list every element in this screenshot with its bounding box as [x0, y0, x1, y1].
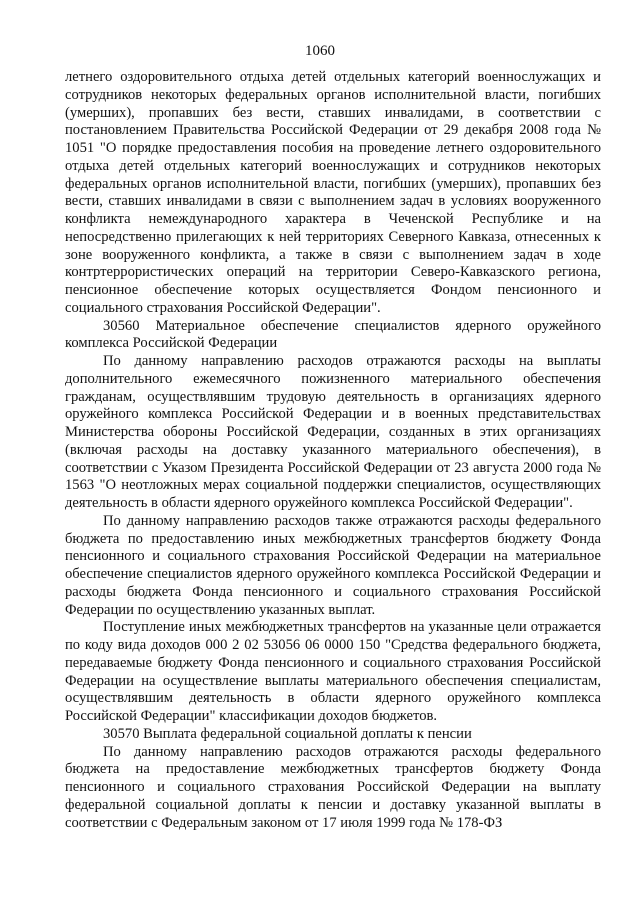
paragraph-30560-income-code: Поступление иных межбюджетных трансфертов на указанные цели отражается по коду вида доходов 000 2 02 53056 06 0000 150 "Средства федерального бюджета, передаваемые бюджету Фонда пенсионного и социального страхования Российской Федерации на осуществление выплаты материального обеспечения специалистам, осуществлявшим деятельность в области ядерного оружейного комплекса Российской Федерации" классификации доходов бюджетов. — [65, 619, 601, 724]
paragraph-30560-transfers: По данному направлению расходов также отражаются расходы федерального бюджета по предоставлению иных межбюджетных трансфертов бюджету Фонда пенсионного и социального страхования Российской Федерации на материальное обеспечение специалистов ядерного оружейного комплекса Российской Федерации и расходы бюджета Фонда пенсионного и социального страхования Российской Федерации по осуществлению указанных выплат. — [65, 512, 601, 618]
section-heading-30560: 30560 Материальное обеспечение специалистов ядерного оружейного комплекса Российской Федерации — [65, 317, 601, 352]
paragraph-30570-expenses: По данному направлению расходов отражаются расходы федерального бюджета на предоставление межбюджетных трансфертов бюджету Фонда пенсионного и социального страхования Российской Федерации на выплату федеральной социальной доплаты к пенсии и доставку указанной выплаты в соответствии с Федеральным законом от 17 июля 1999 года № 178-ФЗ — [65, 743, 601, 831]
page-number: 1060 — [305, 43, 335, 59]
document-body — [65, 69, 601, 832]
section-heading-30570: 30570 Выплата федеральной социальной доплаты к пенсии — [103, 725, 472, 742]
paragraph-30560-expenses: По данному направлению расходов отражаются расходы на выплаты дополнительного ежемесячного пожизненного материального обеспечения гражданам, осуществлявшим трудовую деятельность в организациях ядерного оружейного комплекса Российской Федерации и в военных представительствах Министерства обороны Российской Федерации, созданных в этих организациях (включая расходы на доставку указанного материального обеспечения), в соответствии с Указом Президента Российской Федерации от 23 августа 2000 года № 1563 "О неотложных мерах социальной поддержки специалистов, осуществляющих деятельность в области ядерного оружейного комплекса Российской Федерации". — [65, 353, 601, 511]
paragraph-continuation-summer-rest: летнего оздоровительного отдыха детей отдельных категорий военнослужащих и сотрудников некоторых федеральных органов исполнительной власти, погибших (умерших), пропавших без вести, ставших инвалидами, в соответствии с постановлением Правительства Российской Федерации от 29 декабря 2008 года № 1051 "О порядке предоставления пособия на проведение летнего оздоровительного отдыха детей отдельных категорий военнослужащих и сотрудников некоторых федеральных органов исполнительной власти, погибших (умерших), пропавших без вести, ставших инвалидами в связи с выполнением задач в условиях вооруженного конфликта немеждународного характера в Чеченской Республике и на непосредственно прилегающих к ней территориях Северного Кавказа, отнесенных к зоне вооруженного конфликта, а также в связи с выполнением задач в ходе контртеррористических операций на территории Северо-Кавказского региона, пенсионное обеспечение которых осуществляется Фондом пенсионного и социального страхования Российской Федерации". — [65, 69, 601, 316]
